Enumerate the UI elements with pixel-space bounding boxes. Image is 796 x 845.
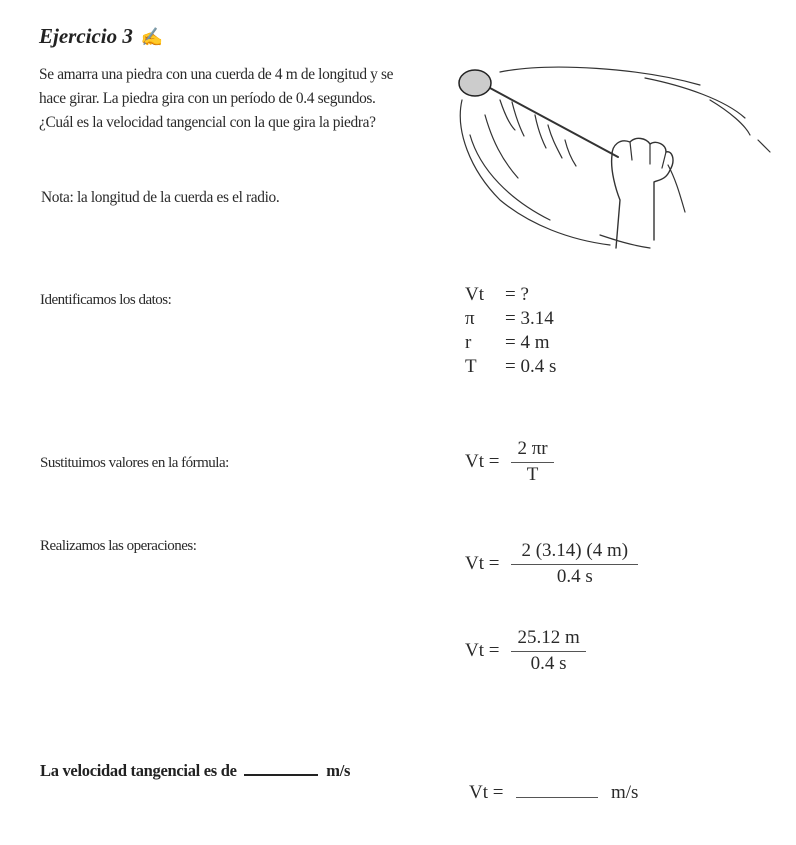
motion-arc — [460, 100, 610, 245]
equation-lhs: Vt = — [465, 640, 500, 661]
answer-blank[interactable] — [244, 774, 318, 776]
data-symbol: T — [465, 356, 477, 377]
data-row — [465, 307, 556, 331]
data-row — [465, 283, 556, 307]
final-unit: m/s — [610, 782, 639, 803]
final-answer-blank[interactable] — [516, 797, 598, 798]
problem-note: Nota: la longitud de la cuerda es el radio. — [41, 189, 280, 206]
motion-arc — [500, 67, 700, 85]
exercise-title — [39, 24, 163, 49]
numerator: 2 (3.14) (4 m) — [511, 540, 638, 565]
simplified-equation — [465, 627, 586, 675]
data-value: = ? — [505, 284, 529, 305]
answer-unit: m/s — [326, 761, 351, 780]
hand — [612, 138, 673, 248]
data-symbol: π — [465, 308, 475, 329]
numerator: 2 πr — [511, 438, 553, 463]
data-value: = 3.14 — [505, 308, 554, 329]
final-equation — [469, 782, 638, 804]
data-symbol: r — [465, 332, 472, 353]
writing-hand-icon: ✍ — [140, 27, 164, 47]
problem-statement: Se amarra una piedra con una cuerda de 4 m de longitud y se hace girar. La piedra gira con un período de 0.4 segundos. ¿Cuál es la velocidad tangencial con la que gira la piedra? — [39, 66, 394, 131]
fraction — [511, 438, 553, 486]
answer-sentence — [40, 761, 350, 781]
stone — [459, 70, 491, 96]
data-value: = 0.4 s — [505, 356, 557, 377]
answer-prefix: La velocidad tangencial es de — [40, 761, 237, 780]
denominator: 0.4 s — [530, 653, 567, 674]
substitute-label: Sustituimos valores en la fórmula: — [40, 455, 229, 471]
data-symbol: Vt — [465, 284, 484, 305]
identify-label: Identificamos los datos: — [40, 292, 172, 308]
fraction — [511, 540, 638, 588]
operate-label: Realizamos las operaciones: — [40, 538, 197, 554]
denominator: T — [526, 464, 539, 485]
known-data-list — [465, 283, 556, 379]
fraction — [511, 627, 585, 675]
equation-lhs: Vt = — [465, 553, 500, 574]
final-lhs: Vt = — [469, 782, 504, 803]
equation-lhs: Vt = — [465, 451, 500, 472]
formula-equation — [465, 438, 554, 486]
substituted-equation — [465, 540, 638, 588]
numerator: 25.12 m — [511, 627, 585, 652]
data-row — [465, 331, 556, 355]
exercise-title-text: Ejercicio 3 — [39, 24, 133, 48]
motion-arc — [600, 235, 650, 248]
motion-arc — [758, 140, 770, 152]
data-row — [465, 355, 556, 379]
denominator: 0.4 s — [556, 566, 593, 587]
data-value: = 4 m — [505, 332, 550, 353]
stone-swinging-illustration — [440, 40, 796, 260]
